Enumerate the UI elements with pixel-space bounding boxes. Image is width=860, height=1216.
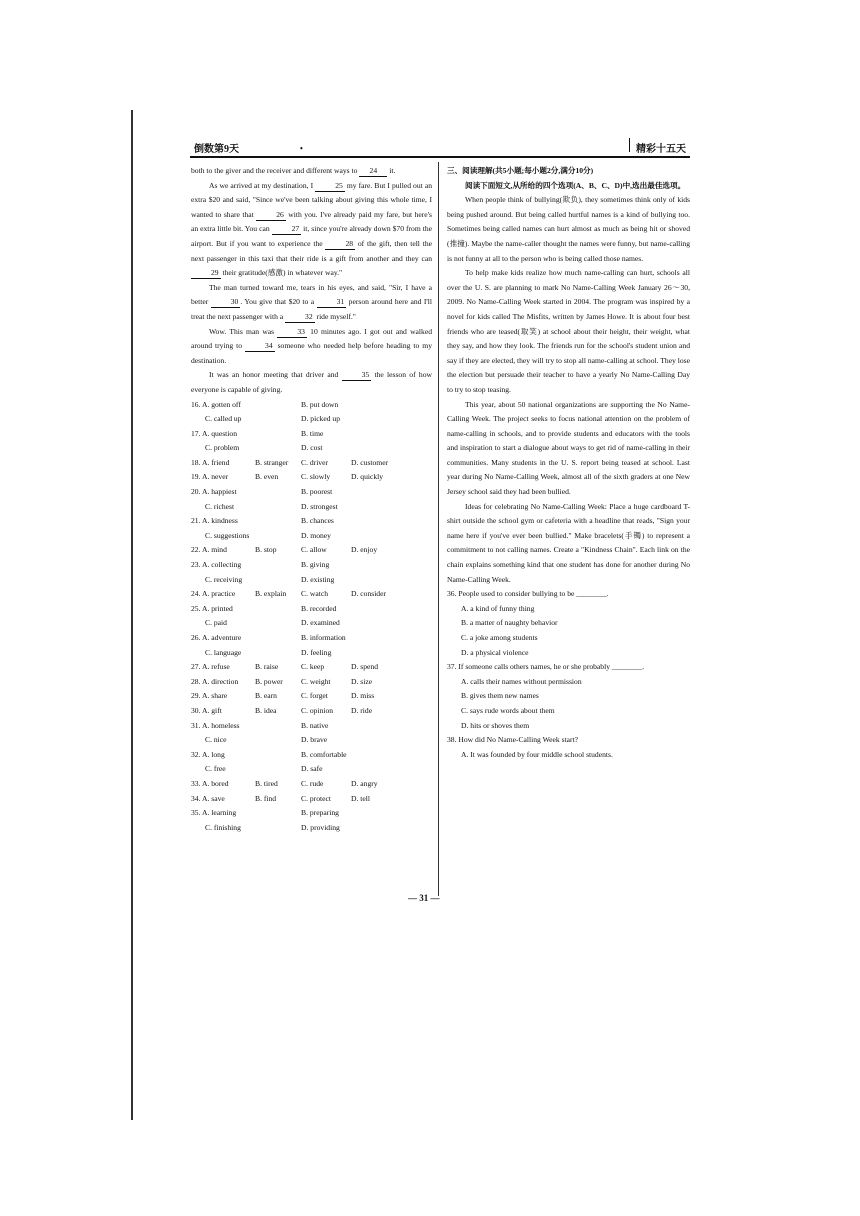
- reading-paragraph: This year, about 50 national organizations are supporting the No Name-Calling Week. The project seeks to focus national attention on the problem of name-calling in schools, and to provide students and educators with the tools and inspiration to start a dialogue about ways to get rid of name-calling in their communities. Many students in the U. S. report being teased at school. Last year during No Name-Calling Week, almost all of the sixth graders at one New Jersey school said they had been bullied.: [447, 399, 690, 497]
- answer-option: 22. A. mind: [191, 545, 227, 555]
- answer-option: B. explain: [255, 589, 287, 599]
- answer-option: 24. A. practice: [191, 589, 236, 599]
- header-right: 精彩十五天: [636, 144, 686, 155]
- answer-option: C. keep: [301, 662, 325, 672]
- question-stem: 38. How did No Name-Calling Week start?: [447, 735, 579, 745]
- answer-option: D. enjoy: [351, 545, 378, 555]
- answer-option: C. weight: [301, 676, 331, 686]
- question-option-row: [191, 704, 432, 719]
- section-instruction: 阅读下面短文,从所给的四个选项(A、B、C、D)中,选出最佳选项。: [465, 180, 686, 190]
- answer-option: D. a physical violence: [461, 647, 529, 657]
- blank-number: 27: [272, 223, 302, 235]
- question-option-row: [191, 631, 432, 646]
- passage-text: person around here and I'll treat the next passenger with a: [191, 297, 432, 321]
- passage-paragraph: [191, 179, 432, 281]
- blank-number: 34: [245, 340, 275, 352]
- answer-option: C. forget: [301, 691, 328, 701]
- answer-option: C. a joke among students: [461, 633, 538, 642]
- answer-option: B. time: [301, 428, 324, 438]
- answer-option: 29. A. share: [191, 691, 228, 701]
- answer-option: B. power: [255, 676, 283, 686]
- question-option-row: [191, 762, 432, 777]
- answer-option: C. protect: [301, 793, 331, 803]
- question-option-row: [191, 806, 432, 821]
- answer-option: D. ride: [351, 705, 373, 715]
- answer-option: C. nice: [205, 735, 227, 745]
- passage-paragraph: [191, 164, 432, 179]
- header-dot-mark: •: [300, 144, 303, 153]
- answer-option: D. feeling: [301, 647, 332, 657]
- answer-option: B. poorest: [301, 487, 333, 497]
- question-option-row: [191, 719, 432, 734]
- header-left: 倒数第9天: [194, 144, 239, 155]
- passage-text: Wow. This man was: [209, 326, 278, 336]
- passage-text: . You give that $20 to a: [240, 297, 317, 307]
- answer-option: 32. A. long: [191, 749, 225, 759]
- answer-option: D. existing: [301, 574, 335, 584]
- passage-text: It was an honor meeting that driver and: [209, 370, 342, 380]
- answer-option: D. brave: [301, 735, 328, 745]
- blank-number: 30: [211, 296, 241, 308]
- answer-option: D. safe: [301, 764, 323, 774]
- answer-option: 31. A. homeless: [191, 720, 240, 730]
- answer-option: B. native: [301, 720, 329, 730]
- question-option-row: [191, 646, 432, 661]
- question-stem: 36. People used to consider bullying to be ________.: [447, 589, 609, 599]
- question-option-row: [191, 427, 432, 442]
- answer-option: 20. A. happiest: [191, 487, 237, 497]
- header-rule: [190, 156, 690, 158]
- answer-option: C. language: [205, 647, 242, 657]
- passage-text: of the gift, then tell the next passenger in this taxi that their ride is a gift from another and they can: [191, 238, 432, 263]
- reading-paragraph: Ideas for celebrating No Name-Calling Week: Place a huge cardboard T-shirt outside the school gym or cafeteria with a headline that reads, "Sign your name here if you've ever been bullied." Make bracelets(手镯) to represent a commitment to not calling names. Create a "Kindness Chain". Each link on the chain explains something kind that one student has done for another during No Name-Calling Week.: [447, 501, 690, 584]
- answer-option: 23. A. collecting: [191, 560, 242, 570]
- answer-option: B. giving: [301, 560, 330, 570]
- passage-text: it, since you're already down $70 from the airport. But if you want to experience the: [191, 224, 432, 248]
- answer-option: D. money: [301, 530, 331, 540]
- answer-option: D. quickly: [351, 472, 384, 482]
- passage-text: 10 minutes ago. I got out and walked around trying to: [191, 326, 432, 351]
- question-option-row: [191, 675, 432, 690]
- answer-option: 26. A. adventure: [191, 633, 242, 642]
- answer-option: C. suggestions: [205, 530, 250, 540]
- blank-number: 31: [317, 296, 347, 308]
- page-header: [190, 138, 690, 158]
- question-option-row: [191, 602, 432, 617]
- answer-option: 30. A. gift: [191, 705, 222, 715]
- question-option-row: [191, 470, 432, 485]
- question-option-row: [191, 500, 432, 515]
- answer-option: B. find: [255, 793, 277, 803]
- reading-questions: [447, 587, 690, 762]
- answer-option: D. strongest: [301, 501, 338, 511]
- left-column: [191, 164, 432, 835]
- blank-number: 25: [315, 180, 345, 192]
- answer-option: A. calls their names without permission: [461, 676, 582, 686]
- question-option-row: [191, 616, 432, 631]
- section-title: 三、阅读理解(共5小题;每小题2分,满分10分): [447, 166, 594, 175]
- answer-option: B. stranger: [255, 457, 289, 467]
- answer-option: B. recorded: [301, 603, 337, 613]
- answer-option: B. even: [255, 472, 279, 482]
- blank-number: 28: [325, 238, 355, 250]
- answer-option: C. richest: [205, 501, 235, 511]
- answer-option: B. idea: [255, 705, 277, 715]
- answer-option: C. allow: [301, 545, 327, 555]
- question-option-row: [191, 412, 432, 427]
- blank-number: 24: [359, 165, 387, 177]
- passage-text: the lesson of how everyone is capable of giving.: [191, 370, 432, 394]
- answer-option: C. called up: [205, 414, 242, 424]
- passage-paragraph: [191, 325, 432, 369]
- blank-number: 33: [277, 326, 307, 338]
- question-option-row: [191, 441, 432, 456]
- passage-text: both to the giver and the receiver and different ways to: [191, 166, 360, 175]
- cloze-questions: [191, 398, 432, 836]
- answer-option: B. preparing: [301, 808, 339, 818]
- answer-option: A. It was founded by four middle school students.: [461, 749, 613, 759]
- answer-option: 16. A. gotten off: [191, 399, 241, 409]
- question-option-row: [191, 748, 432, 763]
- answer-option: 17. A. question: [191, 428, 237, 438]
- question-option-row: [191, 529, 432, 544]
- answer-option: D. picked up: [301, 414, 341, 424]
- question-option-row: [191, 456, 432, 471]
- passage-text: someone who needed help before heading to my destination.: [191, 341, 432, 365]
- blank-number: 32: [285, 311, 315, 323]
- answer-option: D. tell: [351, 793, 370, 803]
- column-divider: [438, 162, 439, 896]
- answer-option: D. examined: [301, 618, 340, 628]
- scan-edge-line: [131, 110, 133, 1120]
- answer-option: 33. A. bored: [191, 778, 229, 788]
- answer-option: B. a matter of naughty behavior: [461, 618, 558, 628]
- question-stem: 37. If someone calls others names, he or she probably ________.: [447, 662, 645, 672]
- answer-option: D. providing: [301, 822, 340, 832]
- answer-option: 19. A. never: [191, 472, 229, 482]
- page-number: — 31 —: [408, 893, 440, 903]
- answer-option: 21. A. kindness: [191, 516, 238, 526]
- answer-option: 34. A. save: [191, 793, 225, 803]
- reading-paragraph: When people think of bullying(欺负), they sometimes think only of kids being pushed around. But being called hurtful names is a kind of bullying too. Sometimes being called names can hurt almost as much as being hit or shoved (推撞). Maybe the name-caller thought the names were funny, but name-calling is not funny at all to the person who is being called those names.: [447, 195, 690, 263]
- passage-text: ride myself.": [314, 311, 356, 321]
- passage-text: The man turned toward me, tears in his eyes, and said, "Sir, I have a better: [191, 282, 432, 307]
- cloze-passage: [191, 164, 432, 398]
- blank-number: 29: [191, 267, 221, 279]
- passage-paragraph: [191, 368, 432, 397]
- answer-option: D. miss: [351, 691, 375, 701]
- answer-option: B. raise: [255, 662, 279, 672]
- answer-option: C. paid: [205, 618, 227, 628]
- answer-option: 25. A. printed: [191, 603, 233, 613]
- answer-option: B. information: [301, 633, 346, 642]
- question-option-row: [191, 792, 432, 807]
- answer-option: D. cost: [301, 443, 323, 453]
- blank-number: 35: [342, 369, 372, 381]
- reading-paragraph: To help make kids realize how much name-calling can hurt, schools all over the U. S. are planning to mark No Name-Calling Week January 26～30, 2009. No Name-Calling Week started in 2004. The program was inspired by a novel for kids called The Misfits, written by James Howe. It is about four best friends who are teased(取笑) at school about their height, their weight, what they say, and how they look. The friends run for the school's student union and say if they are elected, they will try to stop all name-calling at school. They lose the election but persuade their teacher to have a yearly No Name-Calling Day to try to stop teasing.: [447, 268, 690, 394]
- answer-option: D. size: [351, 676, 373, 686]
- passage-paragraph: [191, 281, 432, 325]
- answer-option: D. angry: [351, 778, 378, 788]
- answer-option: C. rude: [301, 778, 324, 788]
- answer-option: A. a kind of funny thing: [461, 603, 535, 613]
- answer-option: 35. A. learning: [191, 808, 237, 818]
- answer-option: C. says rude words about them: [461, 705, 555, 715]
- question-option-row: [191, 821, 432, 836]
- passage-text: with you. I've already paid my fare, but here's an extra little bit. You can: [191, 209, 432, 234]
- passage-text: As we arrived at my destination, I: [209, 180, 316, 190]
- answer-option: 27. A. refuse: [191, 662, 230, 672]
- answer-option: C. watch: [301, 589, 328, 599]
- answer-option: C. finishing: [205, 822, 241, 832]
- answer-option: C. opinion: [301, 705, 334, 715]
- passage-text: my fare. But I pulled out an extra $20 and said, "Since we've been talking about giving this whole time, I wanted to share that: [191, 180, 432, 219]
- answer-option: C. driver: [301, 457, 328, 467]
- answer-option: D. consider: [351, 589, 387, 599]
- answer-option: C. problem: [205, 443, 240, 453]
- question-option-row: [191, 573, 432, 588]
- answer-option: C. free: [205, 764, 226, 774]
- right-column: [447, 164, 690, 762]
- answer-option: C. receiving: [205, 574, 243, 584]
- answer-option: D. customer: [351, 457, 389, 467]
- question-option-row: [191, 733, 432, 748]
- header-separator: [629, 138, 630, 152]
- answer-option: B. tired: [255, 778, 278, 788]
- question-option-row: [191, 777, 432, 792]
- passage-text: it.: [387, 166, 396, 175]
- answer-option: D. hits or shoves them: [461, 720, 530, 730]
- question-option-row: [191, 543, 432, 558]
- question-option-row: [191, 558, 432, 573]
- reading-passage: [447, 193, 690, 587]
- answer-option: B. put down: [301, 399, 339, 409]
- answer-option: B. gives them new names: [461, 691, 539, 701]
- answer-option: 28. A. direction: [191, 676, 239, 686]
- answer-option: B. comfortable: [301, 749, 347, 759]
- answer-option: B. earn: [255, 691, 277, 701]
- question-option-row: [191, 514, 432, 529]
- question-option-row: [191, 398, 432, 413]
- answer-option: 18. A. friend: [191, 457, 230, 467]
- blank-number: 26: [256, 209, 286, 221]
- question-option-row: [191, 689, 432, 704]
- question-option-row: [191, 587, 432, 602]
- answer-option: D. spend: [351, 662, 378, 672]
- question-option-row: [191, 660, 432, 675]
- answer-option: C. slowly: [301, 472, 331, 482]
- passage-text: their gratitude(感激) in whatever way.": [220, 268, 343, 278]
- answer-option: B. chances: [301, 516, 334, 526]
- question-option-row: [191, 485, 432, 500]
- answer-option: B. stop: [255, 545, 277, 555]
